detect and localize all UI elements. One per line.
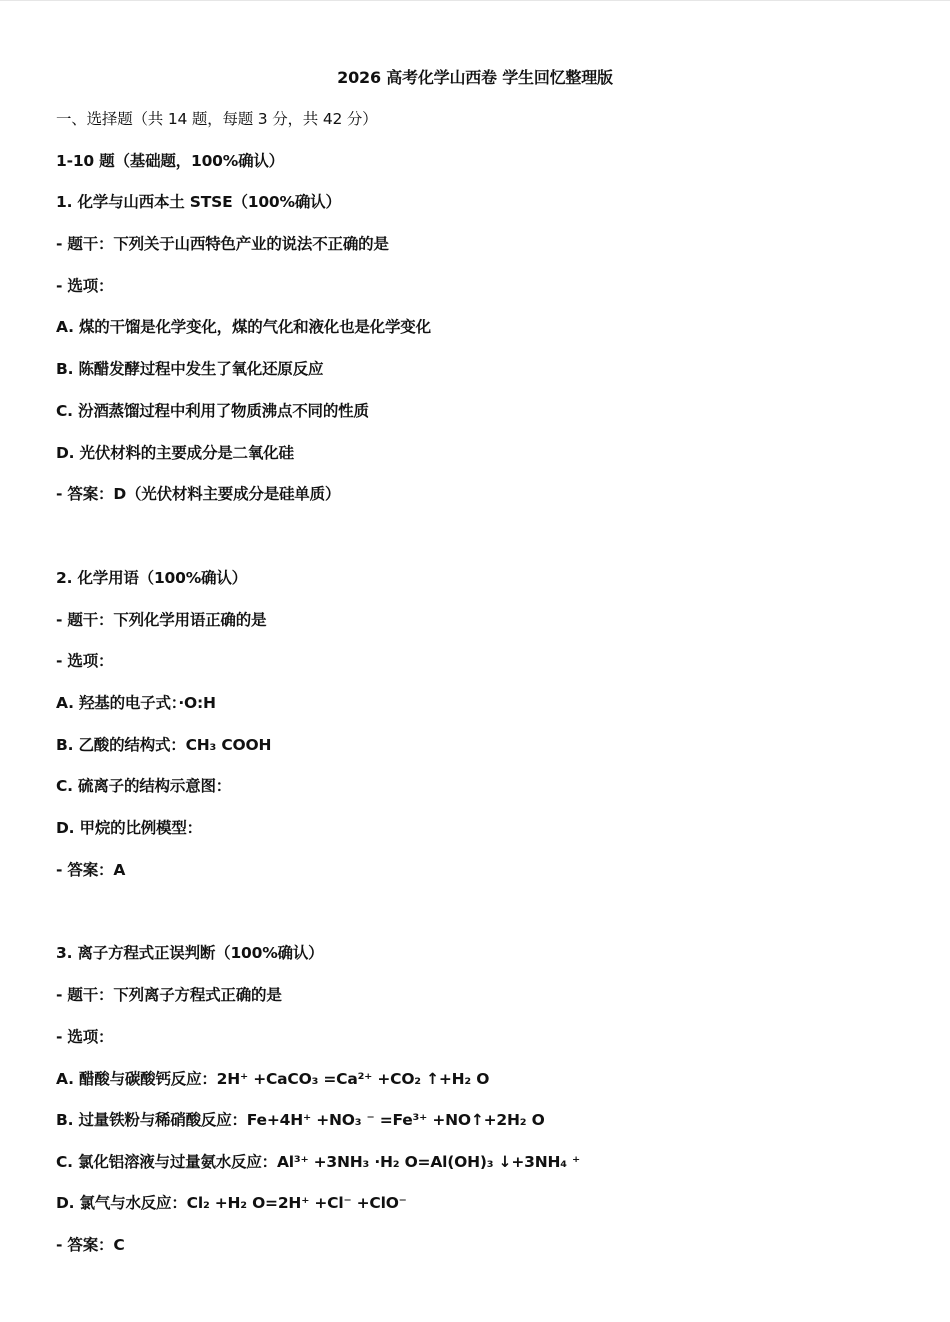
question-3-option-d: D. 氯气与水反应：Cl₂ +H₂ O=2H⁺ +Cl⁻ +ClO⁻ (56, 1194, 407, 1212)
question-2-heading: 2. 化学用语（100%确认） (56, 569, 247, 587)
page-title: 2026 高考化学山西卷 学生回忆整理版 (337, 68, 613, 87)
question-3-stem: - 题干：下列离子方程式正确的是 (56, 986, 282, 1004)
question-3-option-a: A. 醋酸与碳酸钙反应：2H⁺ +CaCO₃ =Ca²⁺ +CO₂ ↑+H₂ O (56, 1070, 490, 1088)
question-2-option-b: B. 乙酸的结构式：CH₃ COOH (56, 736, 272, 754)
question-2-options-label: - 选项： (56, 652, 114, 670)
question-2-option-c: C. 硫离子的结构示意图： (56, 777, 232, 795)
question-3-option-c: C. 氯化铝溶液与过量氨水反应：Al³⁺ +3NH₃ ·H₂ O=Al(OH)₃ ↓+3NH₄ ⁺ (56, 1153, 581, 1171)
question-3-option-b: B. 过量铁粉与稀硝酸反应：Fe+4H⁺ +NO₃ ⁻ =Fe³⁺ +NO↑+2H₂ O (56, 1111, 545, 1129)
question-2-option-d: D. 甲烷的比例模型： (56, 819, 202, 837)
question-3-answer: - 答案：C (56, 1236, 125, 1254)
subsection-heading: 1-10 题（基础题，100%确认） (56, 152, 284, 170)
question-3-heading: 3. 离子方程式正误判断（100%确认） (56, 944, 324, 962)
section-heading: 一、选择题（共 14 题，每题 3 分，共 42 分） (56, 110, 378, 128)
question-2-option-a: A. 羟基的电子式：·O:H (56, 694, 216, 712)
question-1-options-label: - 选项： (56, 277, 114, 295)
question-2-answer: - 答案：A (56, 861, 126, 879)
question-1-option-a: A. 煤的干馏是化学变化，煤的气化和液化也是化学变化 (56, 318, 431, 336)
question-1-option-d: D. 光伏材料的主要成分是二氧化硅 (56, 444, 294, 462)
question-2-stem: - 题干：下列化学用语正确的是 (56, 611, 267, 629)
question-1-heading: 1. 化学与山西本土 STSE（100%确认） (56, 193, 341, 211)
question-1-stem: - 题干：下列关于山西特色产业的说法不正确的是 (56, 235, 389, 253)
question-1-answer: - 答案：D（光伏材料主要成分是硅单质） (56, 485, 341, 503)
question-3-options-label: - 选项： (56, 1028, 114, 1046)
question-1-option-b: B. 陈醋发酵过程中发生了氧化还原反应 (56, 360, 324, 378)
question-1-option-c: C. 汾酒蒸馏过程中利用了物质沸点不同的性质 (56, 402, 369, 420)
